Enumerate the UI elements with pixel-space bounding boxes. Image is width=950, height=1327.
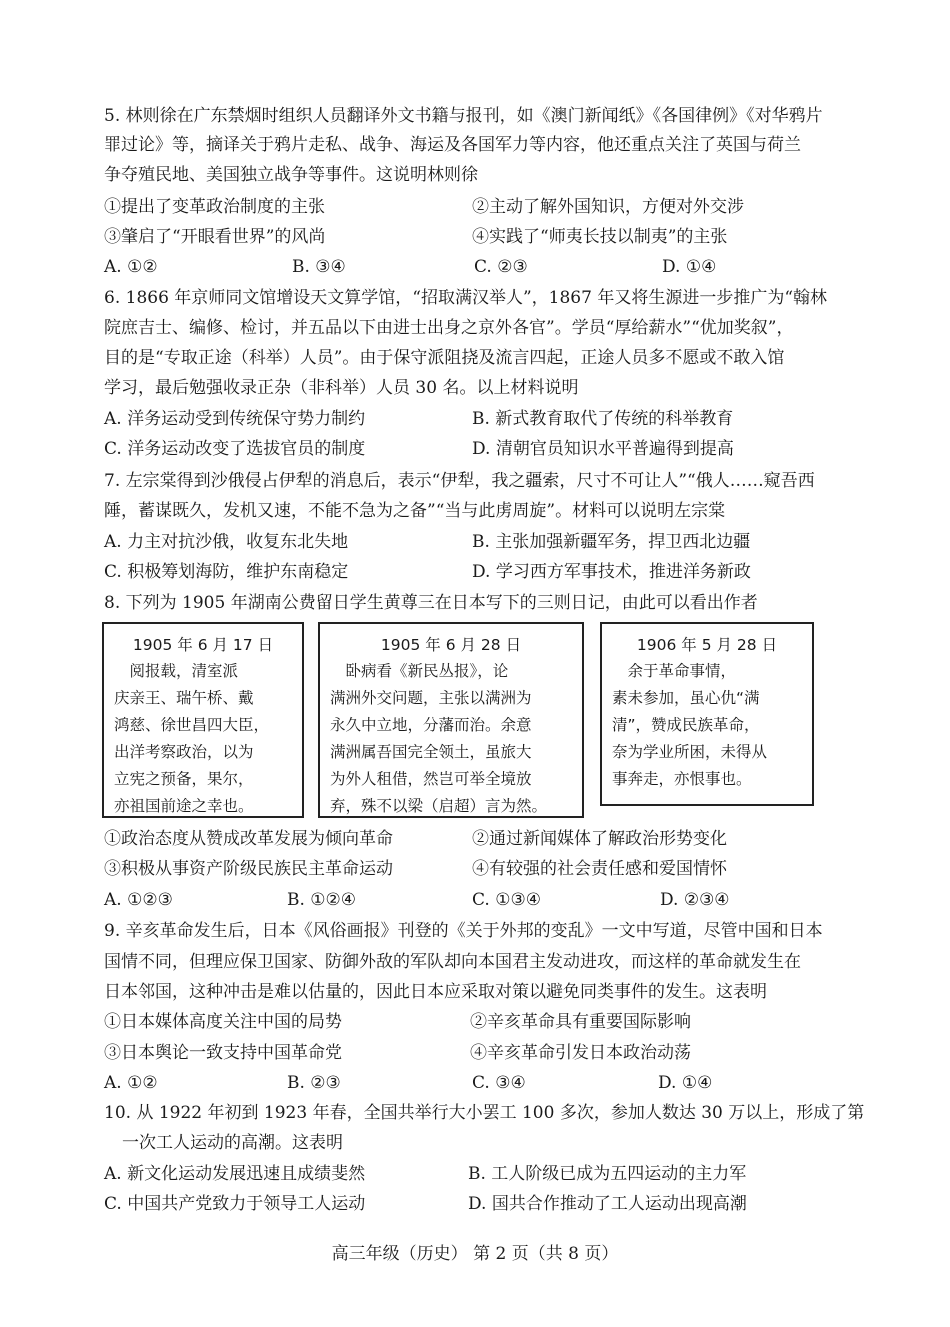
q5-statement-3: ③肇启了“开眼看世界”的风尚 xyxy=(104,227,326,247)
diary-3-line-4: 奈为学业所困，未得从 xyxy=(612,743,768,761)
diary-1-line-6: 亦祖国前途之幸也。 xyxy=(114,797,254,815)
q10-option-c: C. 中国共产党致力于领导工人运动 xyxy=(104,1194,366,1214)
diary-1-line-5: 立宪之预备，果尔， xyxy=(114,770,254,788)
q5-option-c: C. ②③ xyxy=(474,257,528,277)
diary-2-line-4: 满洲属吾国完全领土，虽旅大 xyxy=(330,743,532,761)
q5-statement-1: ①提出了变革政治制度的主张 xyxy=(104,197,325,217)
q8-statement-4: ④有较强的社会责任感和爱国情怀 xyxy=(472,859,727,879)
q6-stem-line-2: 院庶吉士、编修、检讨，并五品以下由进士出身之京外各官”。学员“厚给薪水”“优加奖叙”， xyxy=(104,318,794,338)
q10-option-d: D. 国共合作推动了工人运动出现高潮 xyxy=(468,1194,747,1214)
q7-option-b: B. 主张加强新疆军务，捍卫西北边疆 xyxy=(472,532,751,552)
q7-option-c: C. 积极筹划海防，维护东南稳定 xyxy=(104,562,349,582)
q7-stem-line-2: 陲，蓄谋既久，发机又速，不能不急为之备”“当与此虏周旋”。材料可以说明左宗棠 xyxy=(104,501,726,521)
diary-1-date: 1905 年 6 月 17 日 xyxy=(132,636,274,654)
q9-statement-3: ③日本舆论一致支持中国革命党 xyxy=(104,1043,342,1063)
q9-stem-line-1: 9. 辛亥革命发生后，日本《风俗画报》刊登的《关于外邦的变乱》一文中写道，尽管中国和日本 xyxy=(104,921,823,941)
q9-statement-1: ①日本媒体高度关注中国的局势 xyxy=(104,1012,342,1032)
q5-option-a: A. ①② xyxy=(104,257,158,277)
q6-option-d: D. 清朝官员知识水平普遍得到提高 xyxy=(472,439,734,459)
q8-stem-line-1: 8. 下列为 1905 年湖南公费留日学生黄尊三在日本写下的三则日记，由此可以看出作者 xyxy=(104,593,758,613)
q6-option-a: A. 洋务运动受到传统保守势力制约 xyxy=(104,409,366,429)
q5-statement-4: ④实践了“师夷长技以制夷”的主张 xyxy=(472,227,728,247)
q8-statement-3: ③积极从事资产阶级民族民主革命运动 xyxy=(104,859,393,879)
diary-1-line-1: 阅报载，清室派 xyxy=(114,662,239,680)
diary-2-line-5: 为外人租借，然岂可举全境放 xyxy=(330,770,532,788)
q8-option-a: A. ①②③ xyxy=(104,890,173,910)
q6-stem-line-1: 6. 1866 年京师同文馆增设天文算学馆，“招取满汉举人”，1867 年又将生源进一步推广为“翰林 xyxy=(104,288,828,308)
diary-2-line-2: 满洲外交问题，主张以满洲为 xyxy=(330,689,532,707)
q5-stem-line-2: 罪过论》等，摘译关于鸦片走私、战争、海运及各国军力等内容，他还重点关注了英国与荷兰 xyxy=(104,135,801,155)
diary-3-line-5: 事奔走，亦恨事也。 xyxy=(612,770,752,788)
diary-1-line-4: 出洋考察政治，以为 xyxy=(114,743,254,761)
diary-2-line-6: 弃，殊不以梁（启超）言为然。 xyxy=(330,797,548,815)
q7-option-d: D. 学习西方军事技术，推进洋务新政 xyxy=(472,562,751,582)
q7-stem-line-1: 7. 左宗棠得到沙俄侵占伊犁的消息后，表示“伊犁，我之疆索，尺寸不可让人”“俄人……窥吾西 xyxy=(104,471,815,491)
q5-statement-2: ②主动了解外国知识，方便对外交涉 xyxy=(472,197,744,217)
q9-stem-line-3: 日本邻国，这种冲击是难以估量的，因此日本应采取对策以避免同类事件的发生。这表明 xyxy=(104,982,767,1002)
q8-statement-2: ②通过新闻媒体了解政治形势变化 xyxy=(472,829,727,849)
q8-option-c: C. ①③④ xyxy=(472,890,541,910)
q6-stem-line-4: 学习，最后勉强收录正杂（非科举）人员 30 名。以上材料说明 xyxy=(104,378,579,398)
q9-option-a: A. ①② xyxy=(104,1073,158,1093)
q5-option-b: B. ③④ xyxy=(292,257,346,277)
q10-option-a: A. 新文化运动发展迅速且成绩斐然 xyxy=(104,1164,366,1184)
q9-option-d: D. ①④ xyxy=(658,1073,713,1093)
q6-stem-line-3: 目的是“专取正途（科举）人员”。由于保守派阻挠及流言四起，正途人员多不愿或不敢入馆 xyxy=(104,348,785,368)
diary-1-line-2: 庆亲王、瑞午桥、戴 xyxy=(114,689,254,707)
q8-option-d: D. ②③④ xyxy=(660,890,730,910)
q10-stem-line-1: 10. 从 1922 年初到 1923 年春，全国共举行大小罢工 100 多次，参加人数达 30 万以上，形成了第 xyxy=(104,1103,865,1123)
diary-2-line-1: 卧病看《新民丛报》，论 xyxy=(330,662,509,680)
page-footer: 高三年级（历史） 第 2 页（共 8 页） xyxy=(331,1244,619,1264)
q7-option-a: A. 力主对抗沙俄，收复东北失地 xyxy=(104,532,349,552)
q9-statement-4: ④辛亥革命引发日本政治动荡 xyxy=(470,1043,691,1063)
q9-option-c: C. ③④ xyxy=(472,1073,526,1093)
diary-box-3 xyxy=(600,622,814,806)
q6-option-b: B. 新式教育取代了传统的科举教育 xyxy=(472,409,734,429)
q6-option-c: C. 洋务运动改变了选拔官员的制度 xyxy=(104,439,366,459)
diary-3-date: 1906 年 5 月 28 日 xyxy=(636,636,778,654)
diary-3-line-2: 素未参加，虽心仇“满 xyxy=(612,689,760,707)
q8-statement-1: ①政治态度从赞成改革发展为倾向革命 xyxy=(104,829,393,849)
q9-option-b: B. ②③ xyxy=(287,1073,341,1093)
diary-1-line-3: 鸿慈、徐世昌四大臣， xyxy=(114,716,270,734)
diary-2-date: 1905 年 6 月 28 日 xyxy=(380,636,522,654)
q9-stem-line-2: 国情不同，但理应保卫国家、防御外敌的军队却向本国君主发动进攻，而这样的革命就发生在 xyxy=(104,952,801,972)
q8-option-b: B. ①②④ xyxy=(287,890,357,910)
q5-option-d: D. ①④ xyxy=(662,257,717,277)
q10-stem-line-2: 一次工人运动的高潮。这表明 xyxy=(122,1133,343,1153)
q5-stem-line-1: 5. 林则徐在广东禁烟时组织人员翻译外文书籍与报刊，如《澳门新闻纸》《各国律例》《对华鸦片 xyxy=(104,106,823,126)
diary-2-line-3: 永久中立地，分藩而治。余意 xyxy=(330,716,532,734)
diary-3-line-3: 清”，赞成民族革命， xyxy=(612,716,760,734)
q9-statement-2: ②辛亥革命具有重要国际影响 xyxy=(470,1012,691,1032)
diary-3-line-1: 余于革命事情， xyxy=(612,662,737,680)
q5-stem-line-3: 争夺殖民地、美国独立战争等事件。这说明林则徐 xyxy=(104,165,478,185)
diary-box-1 xyxy=(102,622,304,818)
diary-box-2 xyxy=(318,622,584,818)
q10-option-b: B. 工人阶级已成为五四运动的主力军 xyxy=(468,1164,747,1184)
